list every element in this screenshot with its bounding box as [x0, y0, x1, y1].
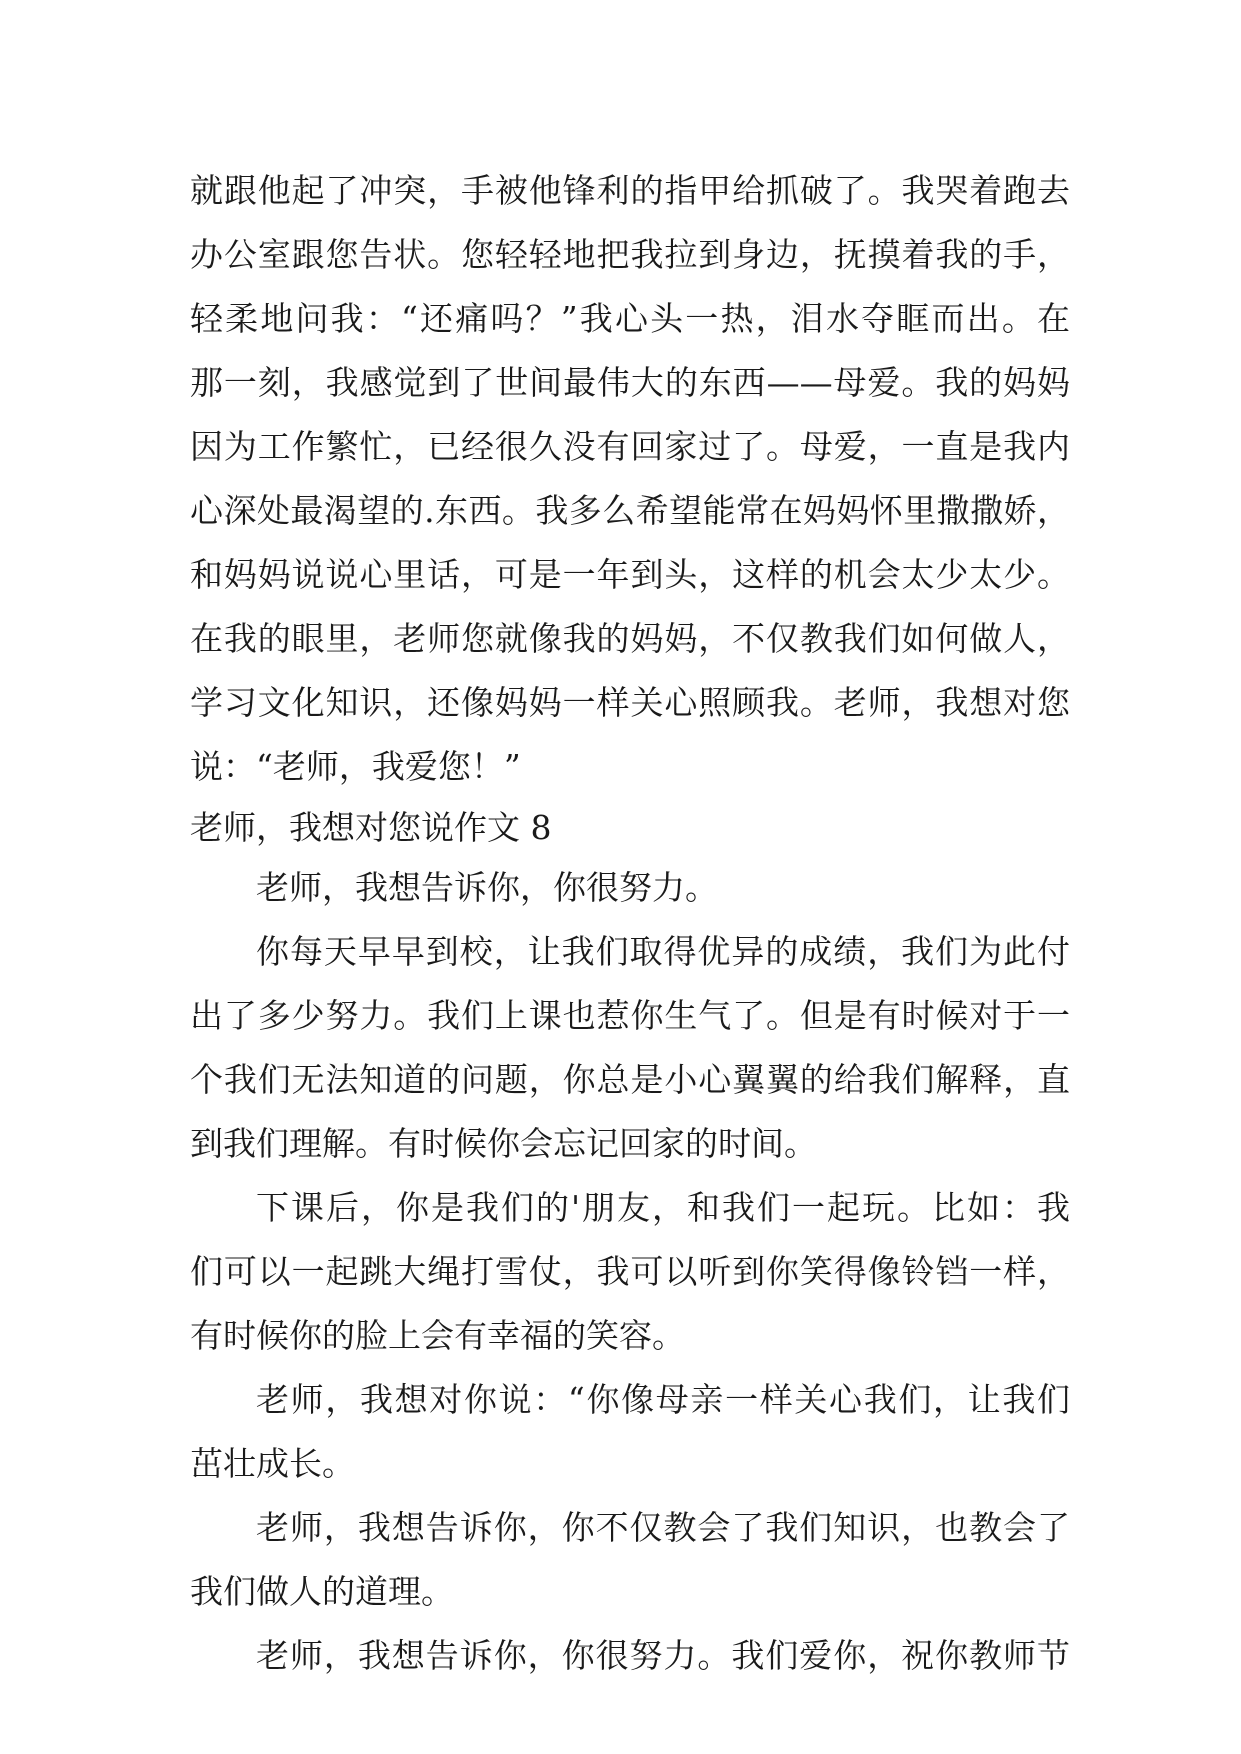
section-heading: 老师，我想对您说作文 8 — [190, 808, 552, 847]
paragraph-first-line: 老师，我想告诉你，你很努力。我们爱你，祝你教师节 — [256, 1636, 1070, 1675]
paragraph-first-line: 你每天早早到校，让我们取得优异的成绩，我们为此付 — [256, 932, 1070, 971]
text-line: 个我们无法知道的问题，你总是小心翼翼的给我们解释，直 — [190, 1060, 1070, 1099]
text-line: 有时候你的脸上会有幸福的笑容。 — [190, 1316, 685, 1355]
text-line: 们可以一起跳大绳打雪仗，我可以听到你笑得像铃铛一样， — [190, 1252, 1070, 1291]
text-line: 到我们理解。有时候你会忘记回家的时间。 — [190, 1124, 817, 1163]
text-line: 茁壮成长。 — [190, 1444, 355, 1483]
text-line: 出了多少努力。我们上课也惹你生气了。但是有时候对于一 — [190, 996, 1070, 1035]
text-line: 学习文化知识，还像妈妈一样关心照顾我。老师，我想对您 — [190, 683, 1070, 722]
text-line: 轻柔地问我：“还痛吗？”我心头一热，泪水夺眶而出。在 — [190, 299, 1070, 338]
paragraph-first-line: 老师，我想告诉你，你很努力。 — [256, 868, 718, 907]
text-line: 那一刻，我感觉到了世间最伟大的东西——母爱。我的妈妈 — [190, 363, 1070, 402]
text-line: 说：“老师，我爱您！” — [190, 747, 521, 786]
paragraph-first-line: 老师，我想告诉你，你不仅教会了我们知识，也教会了 — [256, 1508, 1070, 1547]
text-line: 和妈妈说说心里话，可是一年到头，这样的机会太少太少。 — [190, 555, 1070, 594]
paragraph-first-line: 老师，我想对你说：“你像母亲一样关心我们，让我们 — [256, 1380, 1070, 1419]
text-line: 心深处最渴望的.东西。我多么希望能常在妈妈怀里撒撒娇， — [190, 491, 1070, 530]
text-line: 我们做人的道理。 — [190, 1572, 454, 1611]
paragraph-first-line: 下课后，你是我们的'朋友，和我们一起玩。比如：我 — [256, 1188, 1070, 1227]
text-line: 办公室跟您告状。您轻轻地把我拉到身边，抚摸着我的手， — [190, 235, 1070, 274]
document-body — [190, 159, 1070, 1688]
text-line: 就跟他起了冲突，手被他锋利的指甲给抓破了。我哭着跑去 — [190, 171, 1070, 210]
text-line: 在我的眼里，老师您就像我的妈妈，不仅教我们如何做人， — [190, 619, 1070, 658]
text-line: 因为工作繁忙，已经很久没有回家过了。母爱，一直是我内 — [190, 427, 1070, 466]
